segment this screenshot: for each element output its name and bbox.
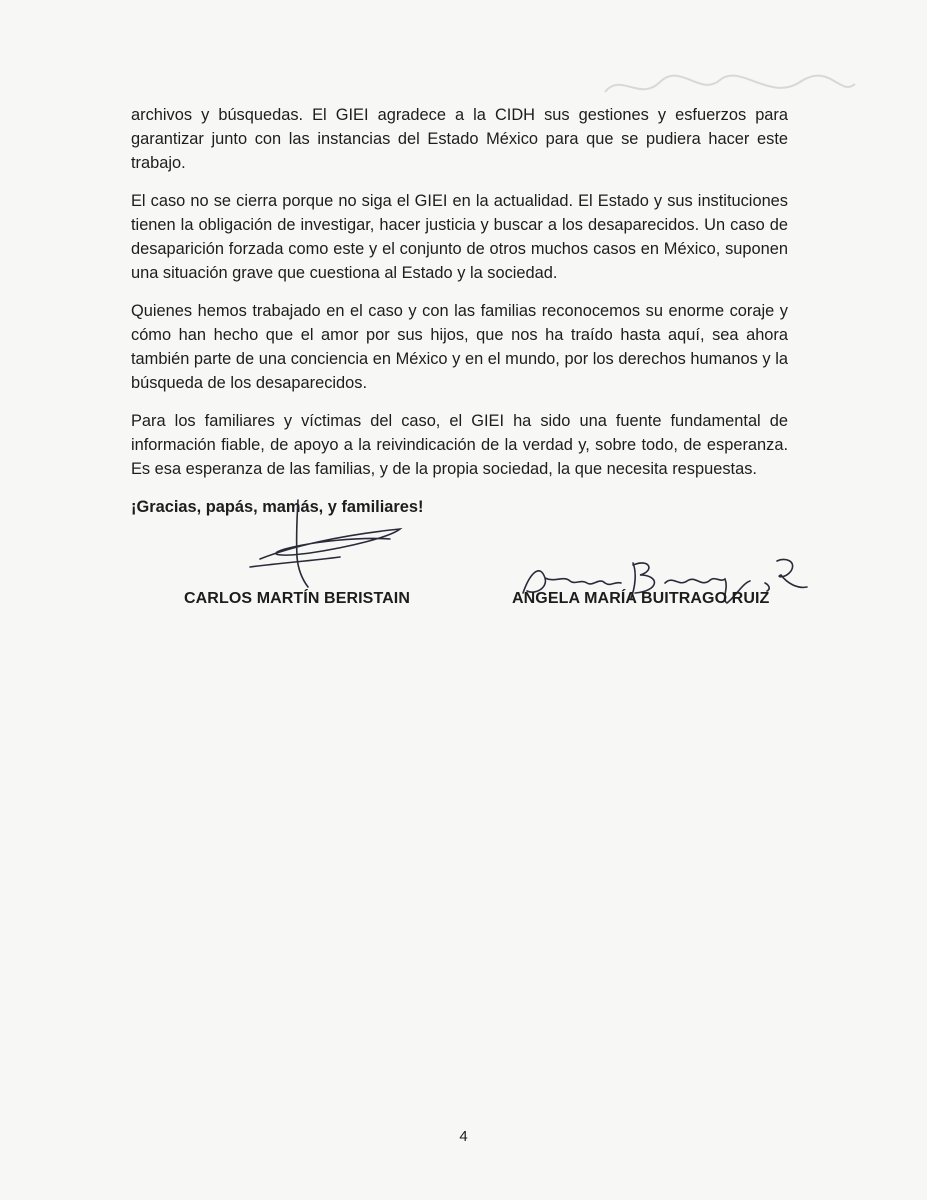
signatory-name: CARLOS MARTÍN BERISTAIN — [184, 590, 410, 607]
paragraph: El caso no se cierra porque no siga el GIEI en la actualidad. El Estado y sus instituciones tienen la obligación de investigar, hacer justicia y buscar a los desaparecidos. Un caso de desaparición forzada como este y el conjunto de otros muchos casos en México, suponen una situación grave que cuestiona al Estado y la sociedad. — [131, 192, 788, 282]
paragraph: archivos y búsquedas. El GIEI agradece a la CIDH sus gestiones y esfuerzos para garantizar junto con las instancias del Estado México para que se pudiera hacer este trabajo. — [131, 106, 788, 172]
closing-line: ¡Gracias, papás, mamás, y familiares! — [131, 498, 424, 516]
paragraph: Quienes hemos trabajado en el caso y con las familias reconocemos su enorme coraje y cómo han hecho que el amor por sus hijos, que nos ha traído hasta aquí, sea ahora también parte de una conciencia en México y en el mundo, por los derechos humanos y la búsqueda de los desaparecidos. — [131, 302, 788, 392]
page-number: 4 — [459, 1128, 468, 1145]
signatory-right — [512, 590, 769, 608]
signatory-name: ANGELA MARÍA BUITRAGO RUIZ — [512, 590, 770, 607]
letter-body — [131, 103, 788, 519]
paragraph: Para los familiares y víctimas del caso, el GIEI ha sido una fuente fundamental de información fiable, de apoyo a la reivindicación de la verdad y, sobre todo, de esperanza. Es esa esperanza de las familias, y de la propia sociedad, la que necesita respuestas. — [131, 412, 788, 478]
signatory-left — [184, 590, 410, 608]
handwritten-signature-icon — [240, 497, 410, 592]
